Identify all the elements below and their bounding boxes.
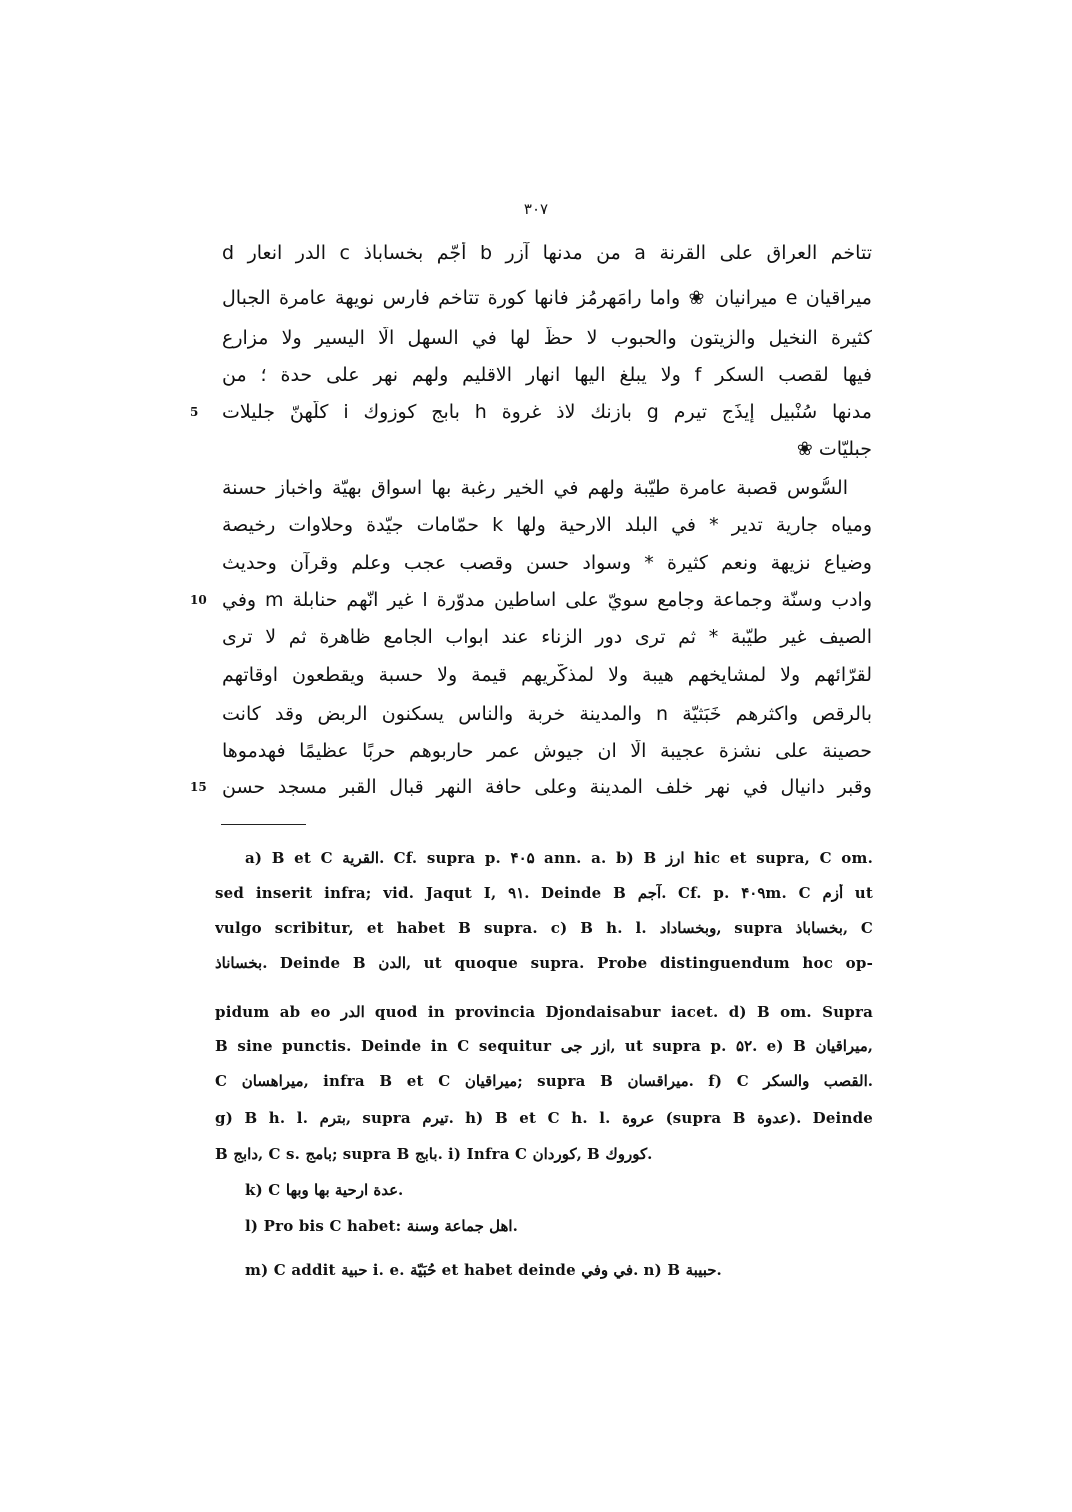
line-number: 15 [190, 780, 207, 794]
text-line: ميراقيان e ميرانيان ❀ واما رامَهرمُز فانها كورة تتاخم فارس نويهة عامرة الجبال [222, 287, 872, 309]
footnote-line: sed inserit infra; vid. Jaqut I, ۹۱. Deinde B آجم. Cf. p. ۴۰۹m. C أَزم ut [215, 884, 873, 902]
footnote-line: بخساناذ. Deinde B الدن, ut quoque supra. Probe distinguendum hoc op- [215, 954, 873, 972]
text-line: وضياع نزيهة ونعم كثيرة * وسواد حسن وقصب عجب وعلم وقرآن وحديث [222, 552, 872, 574]
footnote-line: C ميراهسان, infra B et C ميراقيان; supra B ميراقسان. f) C القصب والسكر. [215, 1072, 873, 1090]
line-number: 10 [190, 593, 207, 607]
footnote-line: B sine punctis. Deinde in C sequitur ازر جى, ut supra p. ۵۲. e) B ميراقيان, [215, 1037, 873, 1055]
text-line: ومياه جارية تدير * في البلد الارحية ولها k حمّامات جيّدة وحلاوات رخيصة [222, 514, 872, 536]
footnote-line: a) B et C القرية. Cf. supra p. ۴۰۵ ann. a. b) B ارز hic et supra, C om. [245, 849, 873, 867]
text-line: كثيرة النخيل والزيتون والحبوب لا حظّ لها في السهل الّا اليسير ولا مزارع [222, 327, 872, 349]
page-number: ۳۰۷ [523, 200, 549, 218]
footnote-line: vulgo scribitur, et habet B supra. c) B h. l. وبخساداد, supra بخساباذ, C [215, 919, 873, 937]
text-line: لقرّائهم ولا لمشايخهم هيبة ولا لمذكّريهم قيمة ولا حسبة ويقطعون اوقاتهم [222, 664, 872, 686]
text-line: مدنها سُنْبيل إيذَج تيرم g بازنك لاذ غروة h بابج كوزوك i كلّهنّ جليلات [222, 401, 872, 423]
footnote-line: k) C عدة ارحية بها وبها. [245, 1181, 404, 1199]
footnote-line: g) B h. l. بترم, supra تيرم. h) B et C h. l. عروة (supra B عدوة). Deinde [215, 1109, 873, 1127]
text-line: تتاخم العراق على القرنة a من مدنها آزر b أُجّم بخساباذ c الدر انعار d [222, 242, 872, 264]
footnote-line: l) Pro bis C habet: اهل جماعة وسنة. [245, 1217, 518, 1235]
footnote-line: pidum ab eo الدر quod in provincia Djondaisabur iacet. d) B om. Supra [215, 1003, 873, 1021]
footnote-line: m) C addit حبية i. e. حُبَيّة et habet deinde في وفي. n) B حبيبة. [245, 1261, 722, 1279]
footnote-divider [221, 824, 306, 825]
text-line: حصينة على نشزة عجيبة الّا ان جيوش عمر حاربوهم حربًا عظيمًا فهدموها [222, 740, 872, 762]
text-line: بالرقص واكثرهم خَبَثيّة n والمدينة خربة والناس يسكنون الربض وقد كانت [222, 703, 872, 725]
text-line: فيها لقصب السكر f ولا يبلغ اليها انهار الاقليم ولهم نهر على حدة ؛ من [222, 364, 872, 386]
text-line: الصيف غير طيّبة * ثم ترى دور الزناء عند ابواب الجامع ظاهرة ثم لا ترى [222, 626, 872, 648]
footnote-line: B دابج, C s. بامج; supra B بابج. i) Infra C كوردان, B كوروك. [215, 1145, 653, 1163]
text-line: السُّوس قصبة عامرة طيّبة ولهم في الخير رغبة بها اسواق بهيّة واخباز حسنة [222, 477, 848, 499]
line-number: 5 [190, 405, 199, 419]
text-line: جبليّات ❀ [796, 438, 872, 460]
text-line: وقبر دانيال في نهر خلف المدينة وعلى حافة النهر قبال القبر مسجد حسن [222, 776, 872, 798]
text-line: وادب وسنّة وجماعة وجامع سويّ على اساطين مدوّرة l غير انّهم حنابلة m وفي [222, 589, 872, 611]
